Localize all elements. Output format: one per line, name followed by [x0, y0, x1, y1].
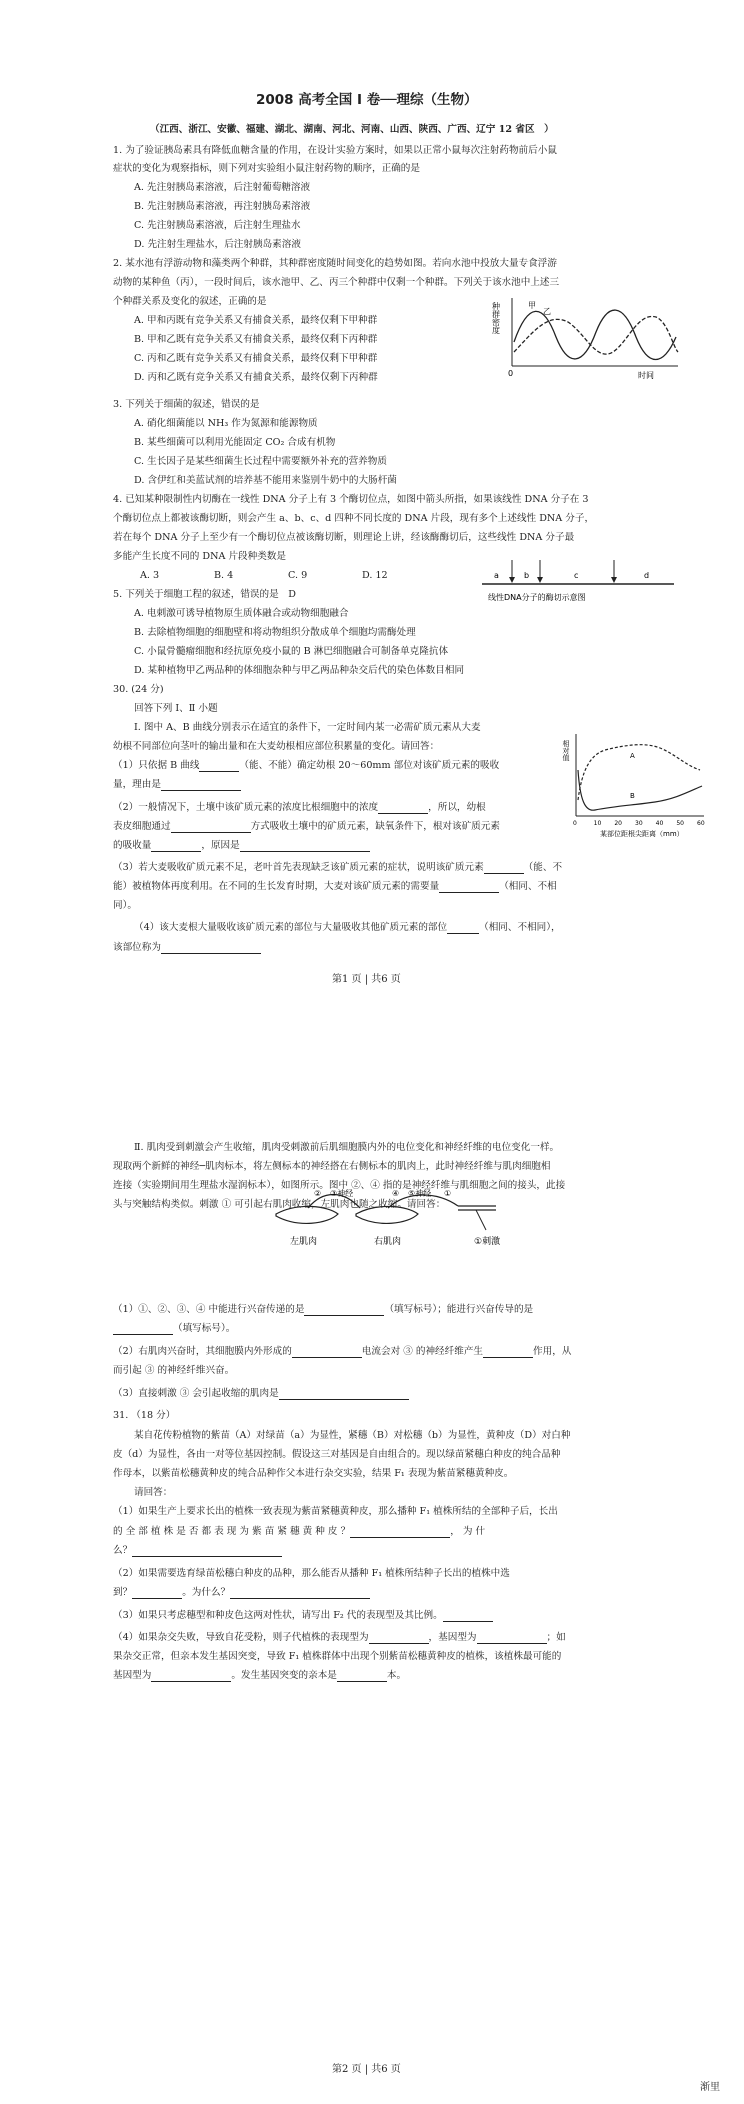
label-n1: ① [444, 1189, 452, 1198]
q2-population-figure [488, 292, 688, 382]
q30-s2-a: （2）一般情况下，土壤中该矿质元素的浓度比根细胞中的浓度 [113, 802, 379, 813]
q1-option-d: D. 先注射生理盐水，后注射胰岛素溶液 [134, 239, 301, 250]
q5-option-b: B. 去除植物细胞的细胞壁和将动物组织分散成单个细胞均需酶处理 [134, 627, 416, 638]
q30-s2-c: 表皮细胞通过 [113, 821, 171, 832]
q30-s4-blank2[interactable] [161, 943, 261, 954]
q30-fig-ticks [573, 820, 705, 827]
q2-option-b: B. 甲和乙既有竞争关系又有捕食关系，最终仅剩下丙种群 [134, 334, 378, 345]
q2-option-a: A. 甲和丙既有竞争关系又有捕食关系，最终仅剩下甲种群 [134, 315, 378, 326]
label-n3: ③神经 [330, 1189, 354, 1198]
q30-sub3-line1 [113, 862, 562, 874]
p2-q1-a: （1）①、②、③、④ 中能进行兴奋传递的是 [113, 1304, 305, 1315]
q31-s2-c: 。为什么？ [182, 1587, 231, 1598]
q30-s4-a: （4）该大麦根大量吸收该矿质元素的部位与大量吸收其他矿质元素的部位 [134, 922, 448, 933]
p2-q3-line1 [113, 1388, 409, 1400]
q30-s2-blank2[interactable] [171, 822, 251, 833]
page2-footer: 第2 页 | 共6 页 [332, 2064, 401, 2075]
p2-q1-c: （填写标号）。 [173, 1323, 236, 1334]
q31-s1-c: ， 为 什 [450, 1526, 486, 1537]
q1-stem-line1: 1. 为了验证胰岛素具有降低血糖含量的作用，在设计实验方案时，如果以正常小鼠每次注射药物前后小鼠 [113, 145, 557, 156]
q1-option-a: A. 先注射胰岛素溶液，后注射葡萄糖溶液 [134, 182, 311, 193]
q30-fig-tick-label: 60 [697, 820, 705, 827]
p2-q1-line2 [113, 1323, 235, 1335]
stimulator-probe [476, 1210, 486, 1230]
q5-option-a: A. 电刺激可诱导植物原生质体融合或动物细胞融合 [134, 608, 349, 619]
q31-s1-line3 [113, 1545, 282, 1557]
q30-part2-line4: 头与突触结构类似。刺激 ① 可引起右肌肉收缩，左肌肉也随之收缩。请回答： [113, 1199, 446, 1210]
q30-intro: 回答下列 Ⅰ、Ⅱ 小题 [134, 703, 218, 714]
q2-fig-ylabel: 种群密度 [491, 302, 501, 334]
q31-s4-line2: 果杂交正常，但亲本发生基因突变，导致 F₁ 植株群体中出现个别紫苗松穗黄种皮的植株，该植株最可能的 [113, 1651, 562, 1662]
q31-s4-g: 本。 [386, 1670, 407, 1681]
q3-option-a: A. 硝化细菌能以 NH₃ 作为氮源和能源物质 [134, 418, 318, 429]
q2-stem-line1: 2. 某水池有浮游动物和藻类两个种群，其种群密度随时间变化的趋势如图。若向水池中投放大量专食浮游 [113, 258, 557, 269]
q4-stem-line4: 多能产生长度不同的 DNA 片段种类数是 [113, 551, 287, 562]
q4-option-c: C. 9 [288, 570, 308, 581]
p2-q2-line1 [113, 1346, 571, 1358]
q30-fig-label-a: A [630, 752, 635, 760]
p2-q1-line1 [113, 1304, 533, 1316]
q4-stem-line2: 个酶切位点上都被该酶切断，则会产生 a、b、c、d 四种不同长度的 DNA 片段，现有多个上述线性 DNA 分子， [113, 513, 595, 524]
q31-para-line3: 作母本，以紫苗松穗黄种皮的纯合品种作父本进行杂交实验，结果 F₁ 表现为紫苗紧穗黄种皮。 [113, 1468, 514, 1479]
q30-fig-label-b: B [630, 792, 635, 800]
q5-option-c: C. 小鼠骨髓瘤细胞和经抗原免疫小鼠的 B 淋巴细胞融合可制备单克隆抗体 [134, 646, 449, 657]
p2-q2-b: 电流会对 ③ 的神经纤维产生 [361, 1346, 484, 1357]
q30-sub1-line1 [113, 760, 499, 772]
page-1 [0, 0, 744, 1050]
page-title: 2008 高考全国 I 卷──理综（生物） [256, 92, 478, 108]
q2-fig-curve-solid [514, 310, 676, 359]
q4-stem-line1: 4. 已知某种限制性内切酶在一线性 DNA 分子上有 3 个酶切位点，如图中箭头所指，如果该线性 DNA 分子在 3 [113, 494, 589, 505]
q30-s2-blank4[interactable] [240, 841, 370, 852]
q30-sub2-line1 [113, 802, 486, 814]
dna-figure-caption: 线性DNA分子的酶切示意图 [488, 593, 586, 602]
label-n4: ④ [392, 1189, 400, 1198]
q30-part1-line1: Ⅰ. 图中 A、B 曲线分别表示在适宜的条件下，一定时间内某一必需矿质元素从大麦 [134, 722, 481, 733]
fragment-d: d [644, 571, 650, 580]
q1-option-b: B. 先注射胰岛素溶液，再注射胰岛素溶液 [134, 201, 311, 212]
q31-s1-d: 么？ [113, 1545, 133, 1556]
q31-s1-b: 的 全 部 植 株 是 否 都 表 现 为 紫 苗 紧 穗 黄 种 皮 ？ [113, 1526, 351, 1537]
q31-s4-b: ，基因型为 [428, 1632, 477, 1643]
q2-stem-line3: 个种群关系及变化的叙述，正确的是 [113, 296, 267, 307]
q4-option-a: A. 3 [140, 570, 160, 581]
q3-option-b: B. 某些细菌可以利用光能固定 CO₂ 合成有机物 [134, 437, 336, 448]
q31-s3-a: （3）如果只考虑穗型和种皮色这两对性状，请写出 F₂ 代的表现型及其比例。 [113, 1610, 443, 1621]
cut-arrow-3-head [611, 577, 617, 583]
p2-q1-blank1[interactable] [304, 1305, 384, 1316]
q30-s2-d: 方式吸收土壤中的矿质元素，缺氧条件下，根对该矿质元素 [250, 821, 500, 832]
q30-s3-c: 能）被植物体再度利用。在不同的生长发育时期，大麦对该矿质元素的需要量 [113, 881, 440, 892]
label-n2: ② [314, 1189, 322, 1198]
q30-sub3-line2 [113, 881, 557, 893]
q1-option-c: C. 先注射胰岛素溶液，后注射生理盐水 [134, 220, 301, 231]
p2-q2-line2: 而引起 ③ 的神经纤维兴奋。 [113, 1365, 235, 1376]
q30-s2-b: ，所以，幼根 [428, 802, 486, 813]
q2-option-c: C. 丙和乙既有竞争关系又有捕食关系，最终仅剩下甲种群 [134, 353, 378, 364]
page-subtitle: （江西、浙江、安徽、福建、湖北、湖南、河北、河南、山西、陕西、广西、辽宁 12 省区 ） [150, 124, 554, 135]
corner-mark: 渐里 [700, 2082, 720, 2093]
q31-s4-f: 。发生基因突变的亲本是 [231, 1670, 337, 1681]
q3-stem: 3. 下列关于细菌的叙述，错误的是 [113, 399, 260, 410]
q30-fig-tick-label: 50 [676, 820, 684, 827]
q5-option-d: D. 某种植物甲乙两品种的体细胞杂种与甲乙两品种杂交后代的染色体数目相同 [134, 665, 465, 676]
q31-s1-blank1[interactable] [350, 1527, 450, 1538]
q30-part1-line2: 幼根不同部位向茎叶的输出量和在大麦幼根相应部位积累量的变化。请回答： [113, 741, 440, 752]
cut-arrow-2-head [537, 577, 543, 583]
q31-s4-c: ；如 [546, 1632, 566, 1643]
q31-s4-blank1[interactable] [369, 1633, 429, 1644]
q30-sub4-line2 [113, 942, 261, 954]
q31-para-line2: 皮（d）为显性，各由一对等位基因控制。假设这三对基因是自由组合的。现以绿苗紧穗白种皮的纯合品种 [113, 1449, 561, 1460]
q31-s4-blank3[interactable] [151, 1671, 231, 1682]
q31-s4-blank2[interactable] [477, 1633, 547, 1644]
q31-head: 31. （18 分） [113, 1410, 176, 1421]
q1-stem-line2: 症状的变化为观察指标，则下列对实验组小鼠注射药物的顺序，正确的是 [113, 163, 420, 174]
q30-s2-e: 的吸收量 [113, 840, 152, 851]
q30-sub2-line3 [113, 840, 370, 852]
left-muscle-shape [276, 1206, 338, 1223]
q31-ask: 请回答： [134, 1487, 173, 1498]
q30-s2-f: ，原因是 [201, 840, 240, 851]
label-left-muscle: 左肌肉 [290, 1237, 318, 1247]
q31-s1-blank2[interactable] [132, 1546, 282, 1557]
p2-q2-a: （2）右肌肉兴奋时，其细胞膜内外形成的 [113, 1346, 292, 1357]
q30-fig-tick-label: 30 [635, 820, 643, 827]
q31-s1-line1: （1）如果生产上要求长出的植株一致表现为紫苗紧穗黄种皮，那么播种 F₁ 植株所结的全部种子后，长出 [113, 1506, 558, 1517]
q30-s3-blank2[interactable] [439, 882, 499, 893]
q30-s4-b: （相同、不相同）， [479, 922, 561, 933]
q30-part2-line3: 连接（实验期间用生理盐水湿润标本），如图所示。图中 ②、④ 指的是神经纤维与肌细胞之间的接头，此接 [113, 1180, 566, 1191]
page1-footer: 第1 页 | 共6 页 [332, 974, 401, 985]
p2-q1-b: （填写标号）；能进行兴奋传导的是 [384, 1304, 534, 1315]
q31-s2-blank1[interactable] [132, 1588, 182, 1599]
q30-s1-blank1[interactable] [199, 761, 239, 772]
q30-part2-line2: 现取两个新鲜的神经─肌肉标本，将左侧标本的神经搭在右侧标本的肌肉上，此时神经纤维与肌肉细胞相 [113, 1161, 551, 1172]
p2-q2-blank2[interactable] [483, 1347, 533, 1358]
p2-q3-blank1[interactable] [279, 1389, 409, 1400]
q31-s4-blank4[interactable] [337, 1671, 387, 1682]
q30-mineral-figure [560, 730, 710, 840]
q30-s4-blank1[interactable] [447, 923, 479, 934]
p2-q1-blank2[interactable] [113, 1324, 173, 1335]
q30-s2-blank1[interactable] [378, 803, 428, 814]
q4-stem-line3: 若在每个 DNA 分子上至少有一个酶切位点被该酶切断，则理论上讲，经该酶酶切后，这些线性 DNA 分子最 [113, 532, 575, 543]
q31-s4-line3 [113, 1670, 406, 1682]
fragment-b: b [524, 571, 530, 580]
q31-s4-e: 基因型为 [113, 1670, 152, 1681]
q30-s4-c: 该部位称为 [113, 942, 161, 953]
q31-s4-a: （4）如果杂交失败，导致自花受粉，则子代植株的表现型为 [113, 1632, 369, 1643]
q30-fig-xlabel: 某部位距根尖距离（mm） [600, 830, 684, 838]
q31-s3-line1 [113, 1610, 493, 1622]
p2-q2-blank1[interactable] [292, 1347, 362, 1358]
q2-fig-xlabel: 时间 [638, 371, 654, 380]
q5-stem: 5. 下列关于细胞工程的叙述，错误的是 D [113, 589, 296, 600]
label-stimulus: ①刺激 [474, 1237, 501, 1247]
fragment-c: c [574, 571, 579, 580]
q30-s1-c: 量，理由是 [113, 779, 161, 790]
page-2 [0, 1050, 744, 2104]
q31-s2-b: 到？ [113, 1587, 133, 1598]
q30-s1-blank2[interactable] [161, 780, 241, 791]
q3-option-c: C. 生长因子是某些细菌生长过程中需要额外补充的营养物质 [134, 456, 387, 467]
q30-sub4-line1 [134, 922, 561, 934]
q30-s3-b: （能、不 [523, 862, 563, 873]
cut-arrow-1-head [509, 577, 515, 583]
label-right-muscle: 右肌肉 [374, 1237, 402, 1247]
label-n5: ⑤神经 [408, 1189, 432, 1198]
q31-para-line1: 某自花传粉植物的紫苗（A）对绿苗（a）为显性，紧穗（B）对松穗（b）为显性，黄种皮（D）对白种 [134, 1430, 571, 1441]
q4-dna-figure [478, 556, 678, 616]
right-muscle-shape [356, 1206, 418, 1223]
q31-s2-blank2[interactable] [230, 1588, 370, 1599]
q30-s1-b: （能、不能）确定幼根 20～60mm 部位对该矿质元素的吸收 [239, 760, 500, 771]
q2-option-d: D. 丙和乙既有竞争关系又有捕食关系，最终仅剩下丙种群 [134, 372, 378, 383]
q30-s3-d: （相同、不相 [499, 881, 557, 892]
q31-s4-line1 [113, 1632, 566, 1644]
q2-fig-origin: 0 [508, 369, 514, 378]
q30-fig-ylabel: 相对值 [562, 740, 570, 761]
q4-option-b: B. 4 [214, 570, 234, 581]
q30-sub1-line2 [113, 779, 241, 791]
q2-fig-label-jia: 甲 [528, 301, 536, 310]
p2-q3-a: （3）直接刺激 ③ 会引起收缩的肌肉是 [113, 1388, 279, 1399]
q30-fig-tick-label: 20 [614, 820, 622, 827]
q31-s2-line1: （2）如果需要选育绿苗松穗白种皮的品种，那么能否从播种 F₁ 植株所结种子长出的植株中选 [113, 1568, 510, 1579]
q30-fig-tick-label: 10 [593, 820, 602, 827]
q30-s1-a: （1）只依据 B 曲线 [113, 760, 200, 771]
p2-q2-c: 作用，从 [533, 1346, 572, 1357]
q30-part2-line1: Ⅱ. 肌肉受到刺激会产生收缩，肌肉受刺激前后肌细胞膜内外的电位变化和神经纤维的电位变化一样。 [134, 1142, 560, 1153]
q4-option-d: D. 12 [362, 570, 388, 581]
fragment-a: a [494, 571, 499, 580]
q30-sub3-line3: 同）。 [113, 900, 137, 911]
q30-fig-tick-label: 40 [655, 820, 664, 827]
q2-fig-curve-dashed [514, 316, 678, 354]
q31-s3-blank1[interactable] [443, 1611, 493, 1622]
q2-stem-line2: 动物的某种鱼（丙），一段时间后，该水池甲、乙、丙三个种群中仅剩一个种群。下列关于该水池中上述三 [113, 277, 560, 288]
q30-head: 30. (24 分) [113, 684, 164, 695]
q30-fig-curve-a [578, 745, 700, 800]
nerve-muscle-figure [268, 1184, 528, 1264]
q30-s3-a: （3）若大麦吸收矿质元素不足，老叶首先表现缺乏该矿质元素的症状，说明该矿质元素 [113, 862, 484, 873]
q30-sub2-line2 [113, 821, 500, 833]
q2-fig-label-yi: 乙 [543, 307, 551, 316]
q31-s2-line2 [113, 1587, 370, 1599]
q30-s2-blank3[interactable] [151, 841, 201, 852]
q31-s1-line2 [113, 1526, 485, 1538]
q30-s3-blank1[interactable] [484, 863, 524, 874]
q3-option-d: D. 含伊红和美蓝试剂的培养基不能用来鉴别牛奶中的大肠杆菌 [134, 475, 397, 486]
q30-fig-tick-label: 0 [573, 820, 577, 827]
q30-fig-curve-b [578, 770, 702, 810]
